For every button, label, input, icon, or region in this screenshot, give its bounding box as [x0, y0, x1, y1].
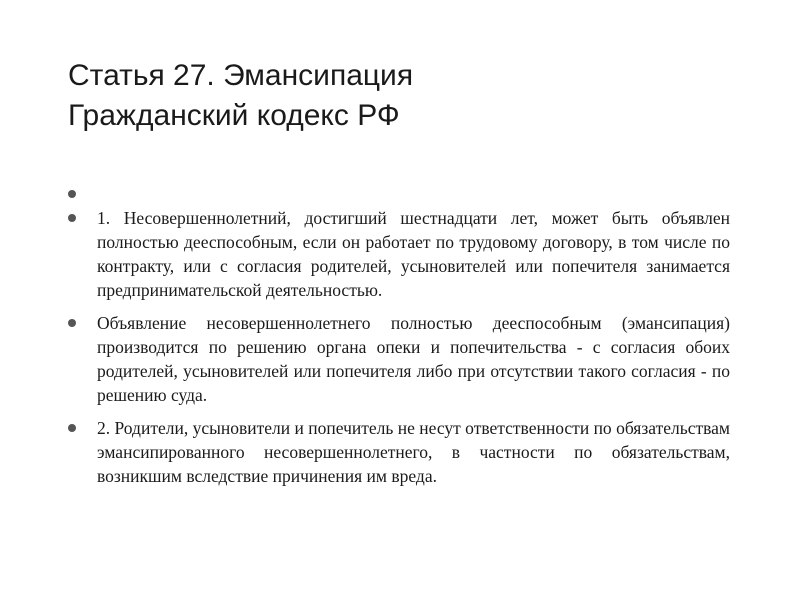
bullet-dot-icon — [68, 214, 76, 222]
bullet-text: 2. Родители, усыновители и попечитель не несут ответственности по обязательствам эмансипированного несовершеннолетнего, в частности по обязательствам, возникшим вследствие причинения им вреда. — [97, 418, 730, 486]
bullet-item-3 — [68, 416, 730, 488]
bullet-item-2 — [68, 311, 730, 407]
bullet-dot-icon — [68, 319, 76, 327]
title-line-2: Гражданский кодекс РФ — [68, 99, 400, 132]
bullet-item-1 — [68, 206, 730, 302]
title-line-1: Статья 27. Эмансипация — [68, 59, 414, 92]
bullet-dot-icon — [68, 190, 76, 198]
bullet-text: 1. Несовершеннолетний, достигший шестнадцати лет, может быть объявлен полностью дееспособным, если он работает по трудовому договору, в том числе по контракту, или с согласия родителей, усыновителей или попечителя занимается предпринимательской деятельностью. — [97, 208, 730, 300]
bullet-list — [68, 182, 730, 497]
bullet-item-empty — [68, 182, 730, 206]
bullet-dot-icon — [68, 424, 76, 432]
page-title — [68, 56, 728, 136]
bullet-text: Объявление несовершеннолетнего полностью дееспособным (эмансипация) производится по решению органа опеки и попечительства - с согласия обоих родителей, усыновителей или попечителя либо при отсутствии такого согласия - по решению суда. — [97, 313, 730, 405]
